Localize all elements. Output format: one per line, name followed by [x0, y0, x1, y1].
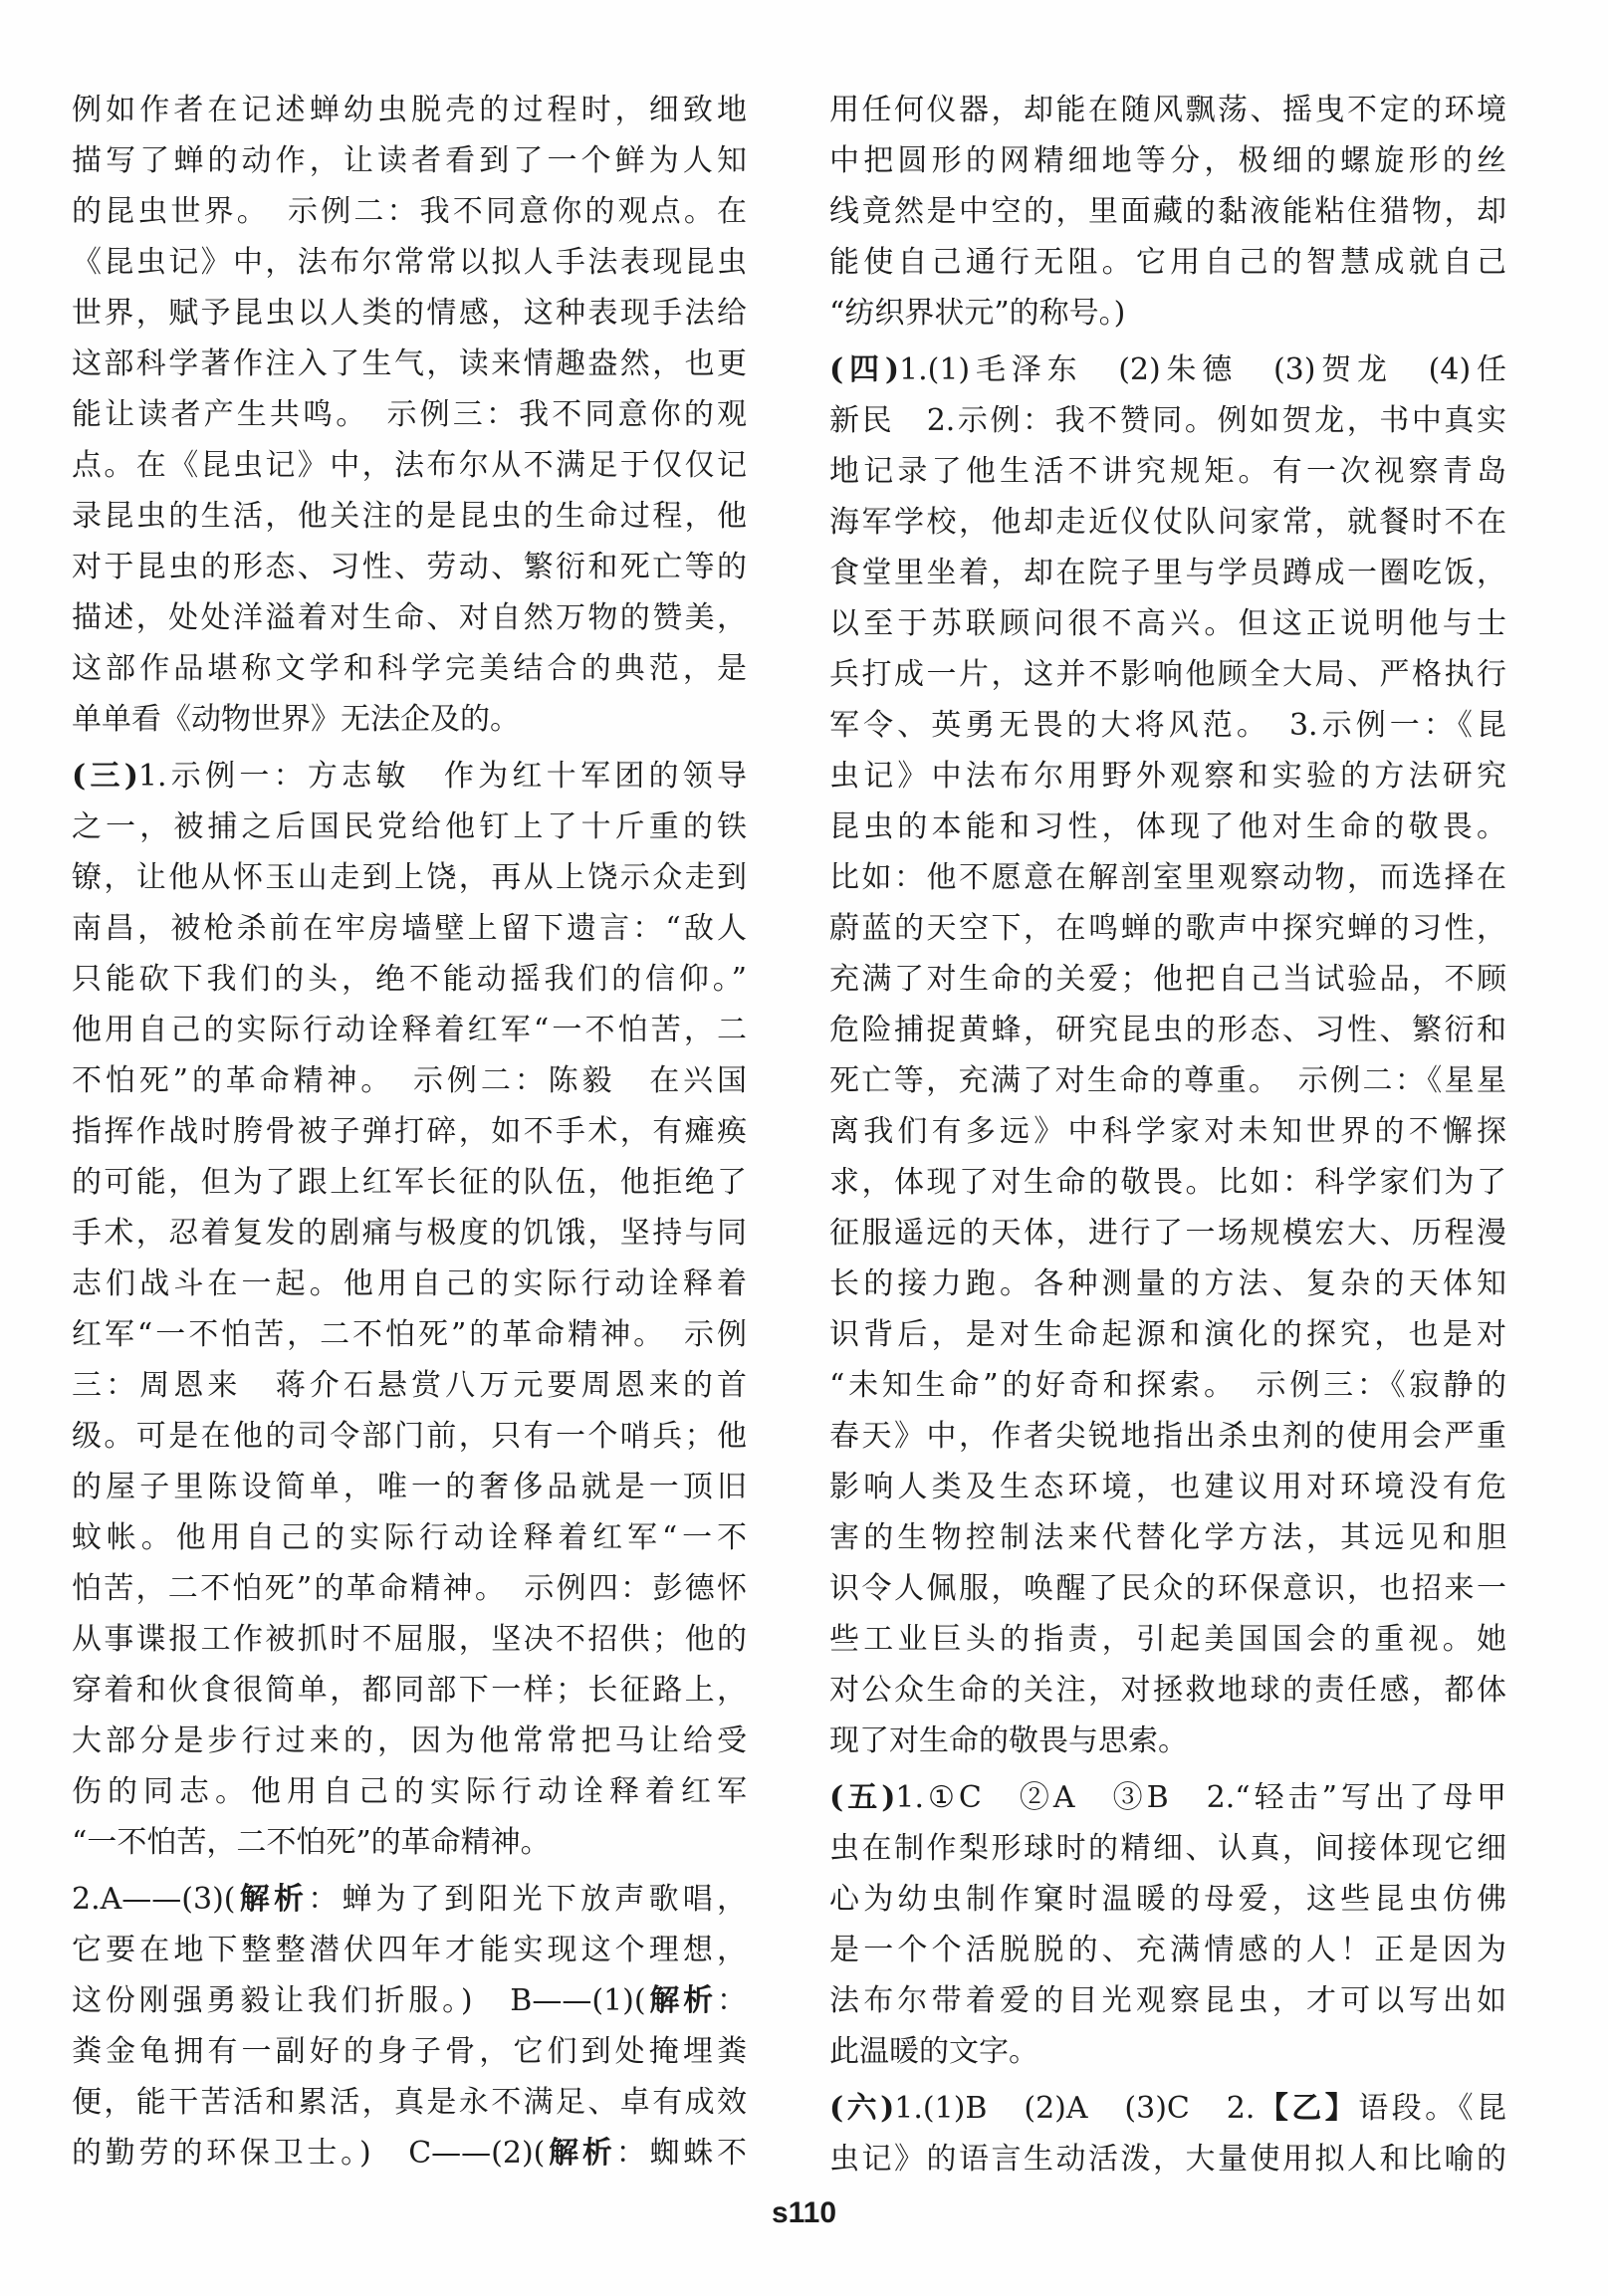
- text-line: 的屋子里陈设简单，唯一的奢侈品就是一顶旧: [72, 1470, 747, 1504]
- answer-paragraph: [72, 85, 747, 745]
- text-line: 识令人佩服，唤醒了民众的环保意识，也招来一: [829, 1571, 1506, 1606]
- text-line: 他用自己的实际行动诠释着红军“一不怕苦，二: [72, 1013, 747, 1047]
- text-line: 征服遥远的天体，进行了一场规模宏大、历程漫: [829, 1216, 1506, 1251]
- answer-paragraph-3: [72, 751, 747, 1868]
- section-label: (三): [72, 759, 138, 794]
- text-line: [72, 1975, 747, 2026]
- text-line: 以至于苏联顾问很不高兴。但这正说明他与士: [829, 606, 1506, 641]
- text-line: 指挥作战时胯骨被子弹打碎，如不手术，有瘫痪: [72, 1114, 747, 1149]
- text-line: [72, 2128, 747, 2179]
- text-line: 能让读者产生共鸣。 示例三：我不同意你的观: [72, 397, 747, 432]
- text-line: 不怕死”的革命精神。 示例二：陈毅 在兴国: [72, 1063, 747, 1098]
- text-line: 能使自己通行无阻。它用自己的智慧成就自己: [829, 245, 1506, 280]
- text-line: 《昆虫记》中，法布尔常常以拟人手法表现昆虫: [72, 245, 747, 280]
- right-column: [829, 85, 1506, 2184]
- text-line: 穿着和伙食很简单，都同部下一样；长征路上，: [72, 1673, 747, 1708]
- text-line: 兵打成一片，这并不影响他顾全大局、严格执行: [829, 657, 1506, 692]
- text-line: 对于昆虫的形态、习性、劳动、繁衍和死亡等的: [72, 550, 747, 584]
- text-line: 线竟然是中空的，里面藏的黏液能粘住猎物，却: [829, 194, 1506, 229]
- left-column: [72, 85, 747, 2179]
- line-text: 2.A——(3)(: [72, 1882, 236, 1917]
- text-line: 单单看《动物世界》无法企及的。: [72, 702, 520, 737]
- text-line: 描写了蝉的动作，让读者看到了一个鲜为人知: [72, 143, 747, 178]
- answer-paragraph-3-q2: [72, 1874, 747, 2179]
- excerpt-tag: 【乙】: [1255, 2091, 1359, 2126]
- text-line: 红军“一不怕苦，二不怕死”的革命精神。 示例: [72, 1317, 747, 1352]
- text-line: 充满了对生命的关爱；他把自己当试验品，不顾: [829, 962, 1506, 997]
- text-line: 从事谍报工作被抓时不屈服，坚决不招供；他的: [72, 1622, 747, 1657]
- text-line: 长的接力跑。各种测量的方法、复杂的天体知: [829, 1266, 1506, 1301]
- analysis-tag: 解析: [235, 1882, 309, 1917]
- text-line: 的昆虫世界。 示例二：我不同意你的观点。在: [72, 194, 747, 229]
- text-line: 三：周恩来 蒋介石悬赏八万元要周恩来的首: [72, 1368, 747, 1403]
- text-line: 虫在制作梨形球时的精细、认真，间接体现它细: [829, 1831, 1506, 1866]
- text-line: 录昆虫的生活，他关注的是昆虫的生命过程，他: [72, 499, 747, 534]
- text-line: 春天》中，作者尖锐地指出杀虫剂的使用会严重: [829, 1419, 1506, 1454]
- text-line: 描述，处处洋溢着对生命、对自然万物的赞美，: [72, 600, 747, 635]
- text-line: [829, 344, 1506, 395]
- text-line: “纺织界状元”的称号。): [829, 296, 1126, 331]
- answer-paragraph-4: [829, 344, 1506, 1766]
- text-line: 害的生物控制法来代替化学方法，其远见和胆: [829, 1520, 1506, 1555]
- text-line: 南昌，被枪杀前在牢房墙壁上留下遗言：“敌人: [72, 911, 747, 946]
- text-line: 中把圆形的网精细地等分，极细的螺旋形的丝: [829, 143, 1506, 178]
- line-text: 的勤劳的环保卫士。) C——(2)(: [72, 2136, 546, 2171]
- line-text: ：蝉为了到阳光下放声歌唱，: [308, 1882, 747, 1917]
- line-text: 1.示例一：方志敏 作为红十军团的领导: [137, 759, 747, 794]
- text-line: 志们战斗在一起。他用自己的实际行动诠释着: [72, 1266, 747, 1301]
- text-line: 心为幼虫制作窠时温暖的母爱，这些昆虫仿佛: [829, 1882, 1506, 1917]
- section-label: (四): [829, 352, 900, 387]
- text-line: 虫记》的语言生动活泼，大量使用拟人和比喻的: [829, 2142, 1506, 2177]
- answer-paragraph-6: [829, 2083, 1506, 2184]
- text-line: 用任何仪器，却能在随风飘荡、摇曳不定的环境: [829, 93, 1506, 127]
- text-line: 现了对生命的敬畏与思索。: [829, 1723, 1188, 1758]
- text-line: 食堂里坐着，却在院子里与学员蹲成一圈吃饭，: [829, 556, 1506, 590]
- text-line: 危险捕捉黄蜂，研究昆虫的形态、习性、繁衍和: [829, 1013, 1506, 1047]
- text-line: [72, 751, 747, 802]
- analysis-tag: 解析: [545, 2136, 616, 2171]
- page-number: s110: [771, 2196, 837, 2229]
- text-line: 法布尔带着爱的目光观察昆虫，才可以写出如: [829, 1983, 1506, 2018]
- text-line: 这部作品堪称文学和科学完美结合的典范，是: [72, 651, 747, 686]
- text-line: 点。在《昆虫记》中，法布尔从不满足于仅仅记: [72, 448, 747, 483]
- text-line: 只能砍下我们的头，绝不能动摇我们的信仰。”: [72, 962, 747, 997]
- text-line: 对公众生命的关注，对拯救地球的责任感，都体: [829, 1673, 1506, 1708]
- text-line: 新民 2.示例：我不赞同。例如贺龙，书中真实: [829, 403, 1506, 438]
- text-line: 世界，赋予昆虫以人类的情感，这种表现手法给: [72, 296, 747, 331]
- text-line: 昆虫的本能和习性，体现了他对生命的敬畏。: [829, 809, 1506, 844]
- text-line: 比如：他不愿意在解剖室里观察动物，而选择在: [829, 860, 1506, 895]
- text-line: 例如作者在记述蝉幼虫脱壳的过程时，细致地: [72, 93, 747, 127]
- answer-paragraph-continued: [829, 85, 1506, 339]
- text-line: 影响人类及生态环境，也建议用对环境没有危: [829, 1470, 1506, 1504]
- text-line: 手术，忍着复发的剧痛与极度的饥饿，坚持与同: [72, 1216, 747, 1251]
- section-label: (五): [829, 1780, 896, 1815]
- line-text: 1.(1)B (2)A (3)C 2.: [894, 2091, 1256, 2126]
- line-text: 语段。《昆: [1358, 2091, 1506, 2126]
- text-line: 级。可是在他的司令部门前，只有一个哨兵；他: [72, 1419, 747, 1454]
- text-line: [72, 1874, 747, 1925]
- section-label: (六): [829, 2091, 895, 2126]
- text-line: 识背后，是对生命起源和演化的探究，也是对: [829, 1317, 1506, 1352]
- text-line: 海军学校，他却走近仪仗队问家常，就餐时不在: [829, 505, 1506, 540]
- text-line: 蚊帐。他用自己的实际行动诠释着红军“一不: [72, 1520, 747, 1555]
- text-line: 镣，让他从怀玉山走到上饶，再从上饶示众走到: [72, 860, 747, 895]
- text-line: “一不怕苦，二不怕死”的革命精神。: [72, 1825, 551, 1860]
- analysis-tag: 解析: [645, 1983, 718, 2018]
- text-line: 此温暖的文字。: [829, 2034, 1038, 2069]
- text-line: 离我们有多远》中科学家对未知世界的不懈探: [829, 1114, 1506, 1149]
- text-line: 军令、英勇无畏的大将风范。 3.示例一：《昆: [829, 708, 1506, 743]
- answer-paragraph-5: [829, 1772, 1506, 2077]
- text-line: 它要在地下整整潜伏四年才能实现这个理想，: [72, 1933, 747, 1967]
- text-line: 怕苦，二不怕死”的革命精神。 示例四：彭德怀: [72, 1571, 747, 1606]
- text-line: [829, 1772, 1506, 1823]
- line-text: ：蜘蛛不: [615, 2136, 747, 2171]
- text-line: 之一，被捕之后国民党给他钉上了十斤重的铁: [72, 809, 747, 844]
- text-line: 伤的同志。他用自己的实际行动诠释着红军: [72, 1774, 747, 1809]
- text-line: 大部分是步行过来的，因为他常常把马让给受: [72, 1723, 747, 1758]
- text-line: [829, 2083, 1506, 2134]
- line-text: 1.①C ②A ③B 2.“轻击”写出了母甲: [895, 1780, 1506, 1815]
- line-text: 1.(1)毛泽东 (2)朱德 (3)贺龙 (4)任: [899, 352, 1506, 387]
- text-line: 蔚蓝的天空下，在鸣蝉的歌声中探究蝉的习性，: [829, 911, 1506, 946]
- line-text: ：: [717, 1983, 747, 2018]
- line-text: 这份刚强勇毅让我们折服。) B——(1)(: [72, 1983, 646, 2018]
- text-line: 死亡等，充满了对生命的尊重。 示例二：《星星: [829, 1063, 1506, 1098]
- text-line: 些工业巨头的指责，引起美国国会的重视。她: [829, 1622, 1506, 1657]
- text-line: 虫记》中法布尔用野外观察和实验的方法研究: [829, 759, 1506, 794]
- text-line: “未知生命”的好奇和探索。 示例三：《寂静的: [829, 1368, 1506, 1403]
- text-line: 的可能，但为了跟上红军长征的队伍，他拒绝了: [72, 1165, 747, 1200]
- text-line: 粪金龟拥有一副好的身子骨，它们到处掩埋粪: [72, 2034, 747, 2069]
- text-line: 便，能干苦活和累活，真是永不满足、卓有成效: [72, 2085, 747, 2120]
- text-line: 地记录了他生活不讲究规矩。有一次视察青岛: [829, 454, 1506, 489]
- text-line: 求，体现了对生命的敬畏。比如：科学家们为了: [829, 1165, 1506, 1200]
- text-line: 这部科学著作注入了生气，读来情趣盎然，也更: [72, 346, 747, 381]
- text-line: 是一个个活脱脱的、充满情感的人！正是因为: [829, 1933, 1506, 1967]
